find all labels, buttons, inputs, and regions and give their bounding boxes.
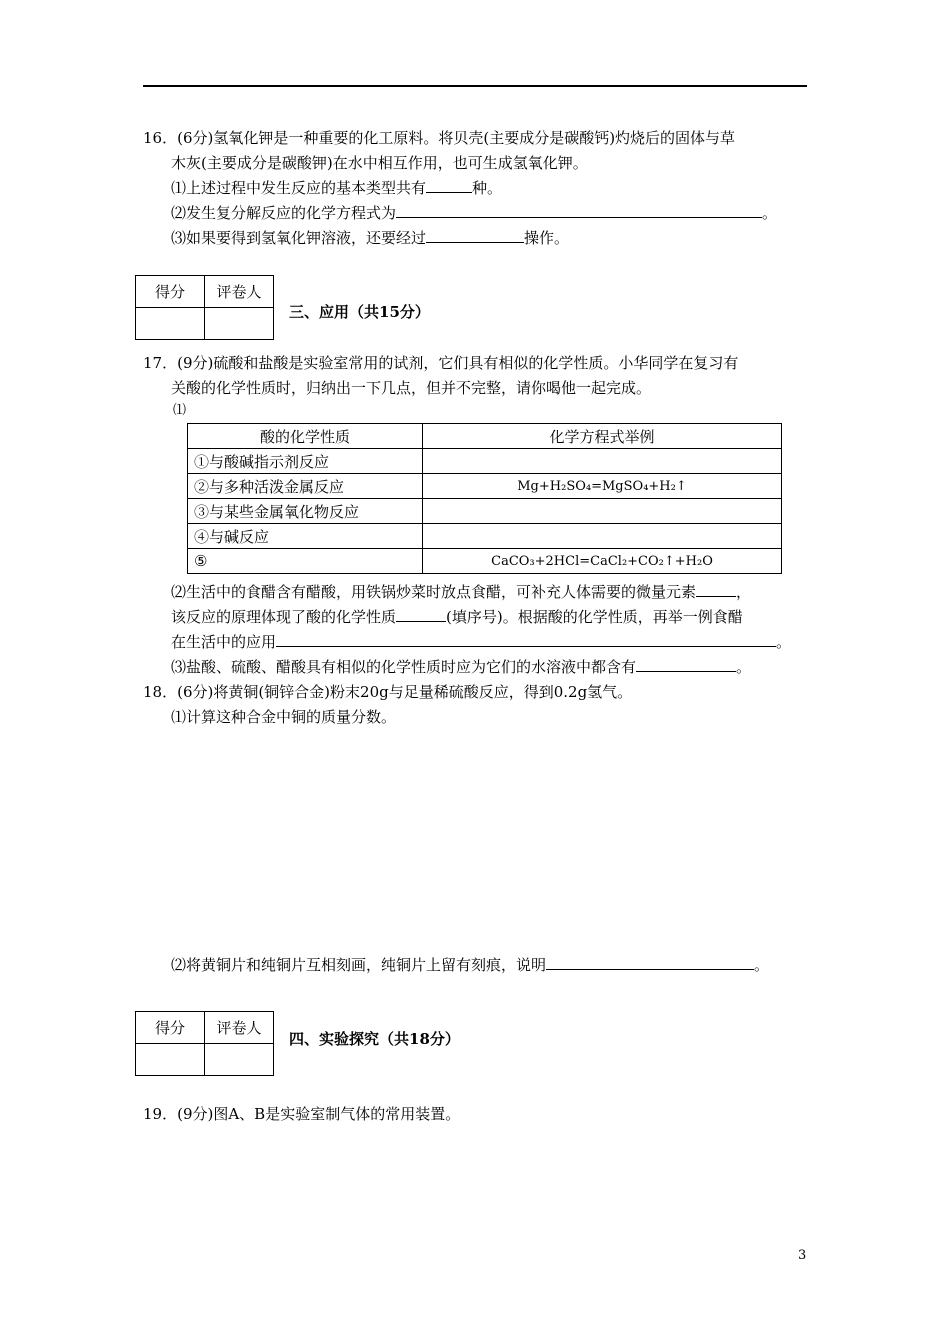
table-cell-property: ③与某些金属氧化物反应 [188,499,423,524]
q16-part3-suffix: 操作。 [524,229,570,247]
q18-part2 [171,955,769,975]
q19-line1: 19．(9分)图A、B是实验室制气体的常用装置。 [143,1105,461,1123]
section3-title: 三、应用（共15分） [289,303,430,321]
q17-part2-comma: ， [736,583,752,601]
q18-answer-space[interactable] [171,730,801,950]
header-rule [143,85,807,87]
score-label: 得分 [136,1012,205,1044]
q18-part2-text: ⑵将黄铜片和纯铜片互相刻画，纯铜片上留有刻痕，说明 [171,956,547,974]
q16-part1-suffix: 种。 [472,179,503,197]
q16-part2-suffix: 。 [762,204,778,222]
reviewer-cell[interactable] [205,308,274,340]
table-row [188,474,782,499]
q17-property-blank[interactable] [396,607,446,622]
table-header-equation: 化学方程式举例 [423,424,782,449]
q16-part3-text: ⑶如果要得到氢氧化钾溶液，还要经过 [171,229,427,247]
table-header-property: 酸的化学性质 [188,424,423,449]
q17-part2-text4: 在生活中的应用 [171,633,277,651]
score-label: 得分 [136,276,205,308]
q17-line1: 17．(9分)硫酸和盐酸是实验室常用的试剂，它们具有相似的化学性质。小华同学在复习有 [143,354,739,372]
table-row [188,449,782,474]
q16-part2-blank[interactable] [396,203,762,218]
table-cell-equation: Mg+H₂SO₄=MgSO₄+H₂↑ [423,474,782,499]
q18-part2-blank[interactable] [546,955,754,970]
table-cell-equation[interactable] [423,499,782,524]
q16-part2-text: ⑵发生复分解反应的化学方程式为 [171,204,397,222]
table-row [188,499,782,524]
reviewer-label: 评卷人 [205,276,274,308]
table-header-row [188,424,782,449]
q17-part3 [171,657,751,677]
q17-part2-text3: (填序号)。根据酸的化学性质，再举一例食醋 [446,608,743,626]
q17-part3-period: 。 [736,658,752,676]
acid-properties-table [187,423,782,574]
table-cell-equation: CaCO₃+2HCl=CaCl₂+CO₂↑+H₂O [423,549,782,574]
table-cell-property[interactable]: ⑤ [188,549,423,574]
q17-part2-text1: ⑵生活中的食醋含有醋酸，用铁锅炒菜时放点食醋，可补充人体需要的微量元素 [171,583,697,601]
q16-part3 [171,228,569,248]
reviewer-label: 评卷人 [205,1012,274,1044]
q17-line2: 关酸的化学性质时，归纳出一下几点，但并不完整，请你喝他一起完成。 [171,379,652,397]
q16-part3-blank[interactable] [426,228,524,243]
score-box-section3 [135,275,274,340]
q17-part1-label: ⑴ [173,403,187,418]
score-box-section4 [135,1011,274,1076]
table-row [188,524,782,549]
q17-part2-period: 。 [776,633,792,651]
q18-line1: 18．(6分)将黄铜(铜锌合金)粉末20g与足量稀硫酸反应，得到0.2g氢气。 [143,683,633,701]
q17-part2-line2 [171,607,743,627]
score-cell[interactable] [136,1044,205,1076]
q17-element-blank[interactable] [696,582,736,597]
score-cell[interactable] [136,308,205,340]
table-cell-equation[interactable] [423,524,782,549]
table-cell-property: ④与碱反应 [188,524,423,549]
q18-part2-period: 。 [754,956,770,974]
table-cell-equation[interactable] [423,449,782,474]
q16-part2 [171,203,777,223]
q16-part1-text: ⑴上述过程中发生反应的基本类型共有 [171,179,427,197]
table-row [188,549,782,574]
q17-application-blank[interactable] [276,632,776,647]
q16-part1-blank[interactable] [426,178,472,193]
q17-part2-line3 [171,632,791,652]
q16-line2: 木灰(主要成分是碳酸钾)在水中相互作用，也可生成氢氧化钾。 [171,154,588,172]
q17-part3-text: ⑶盐酸、硫酸、醋酸具有相似的化学性质时应为它们的水溶液中都含有 [171,658,637,676]
section4-title: 四、实验探究（共18分） [289,1030,460,1048]
page-number: 3 [798,1248,807,1263]
reviewer-cell[interactable] [205,1044,274,1076]
q18-part1: ⑴计算这种合金中铜的质量分数。 [171,708,397,726]
table-cell-property: ①与酸碱指示剂反应 [188,449,423,474]
q16-part1 [171,178,502,198]
q16-line1: 16．(6分)氢氧化钾是一种重要的化工原料。将贝壳(主要成分是碳酸钙)灼烧后的固体与草 [143,129,736,147]
q17-part2-line1 [171,582,751,602]
q17-ion-blank[interactable] [636,657,736,672]
table-cell-property: ②与多种活泼金属反应 [188,474,423,499]
q17-part2-text2: 该反应的原理体现了酸的化学性质 [171,608,397,626]
